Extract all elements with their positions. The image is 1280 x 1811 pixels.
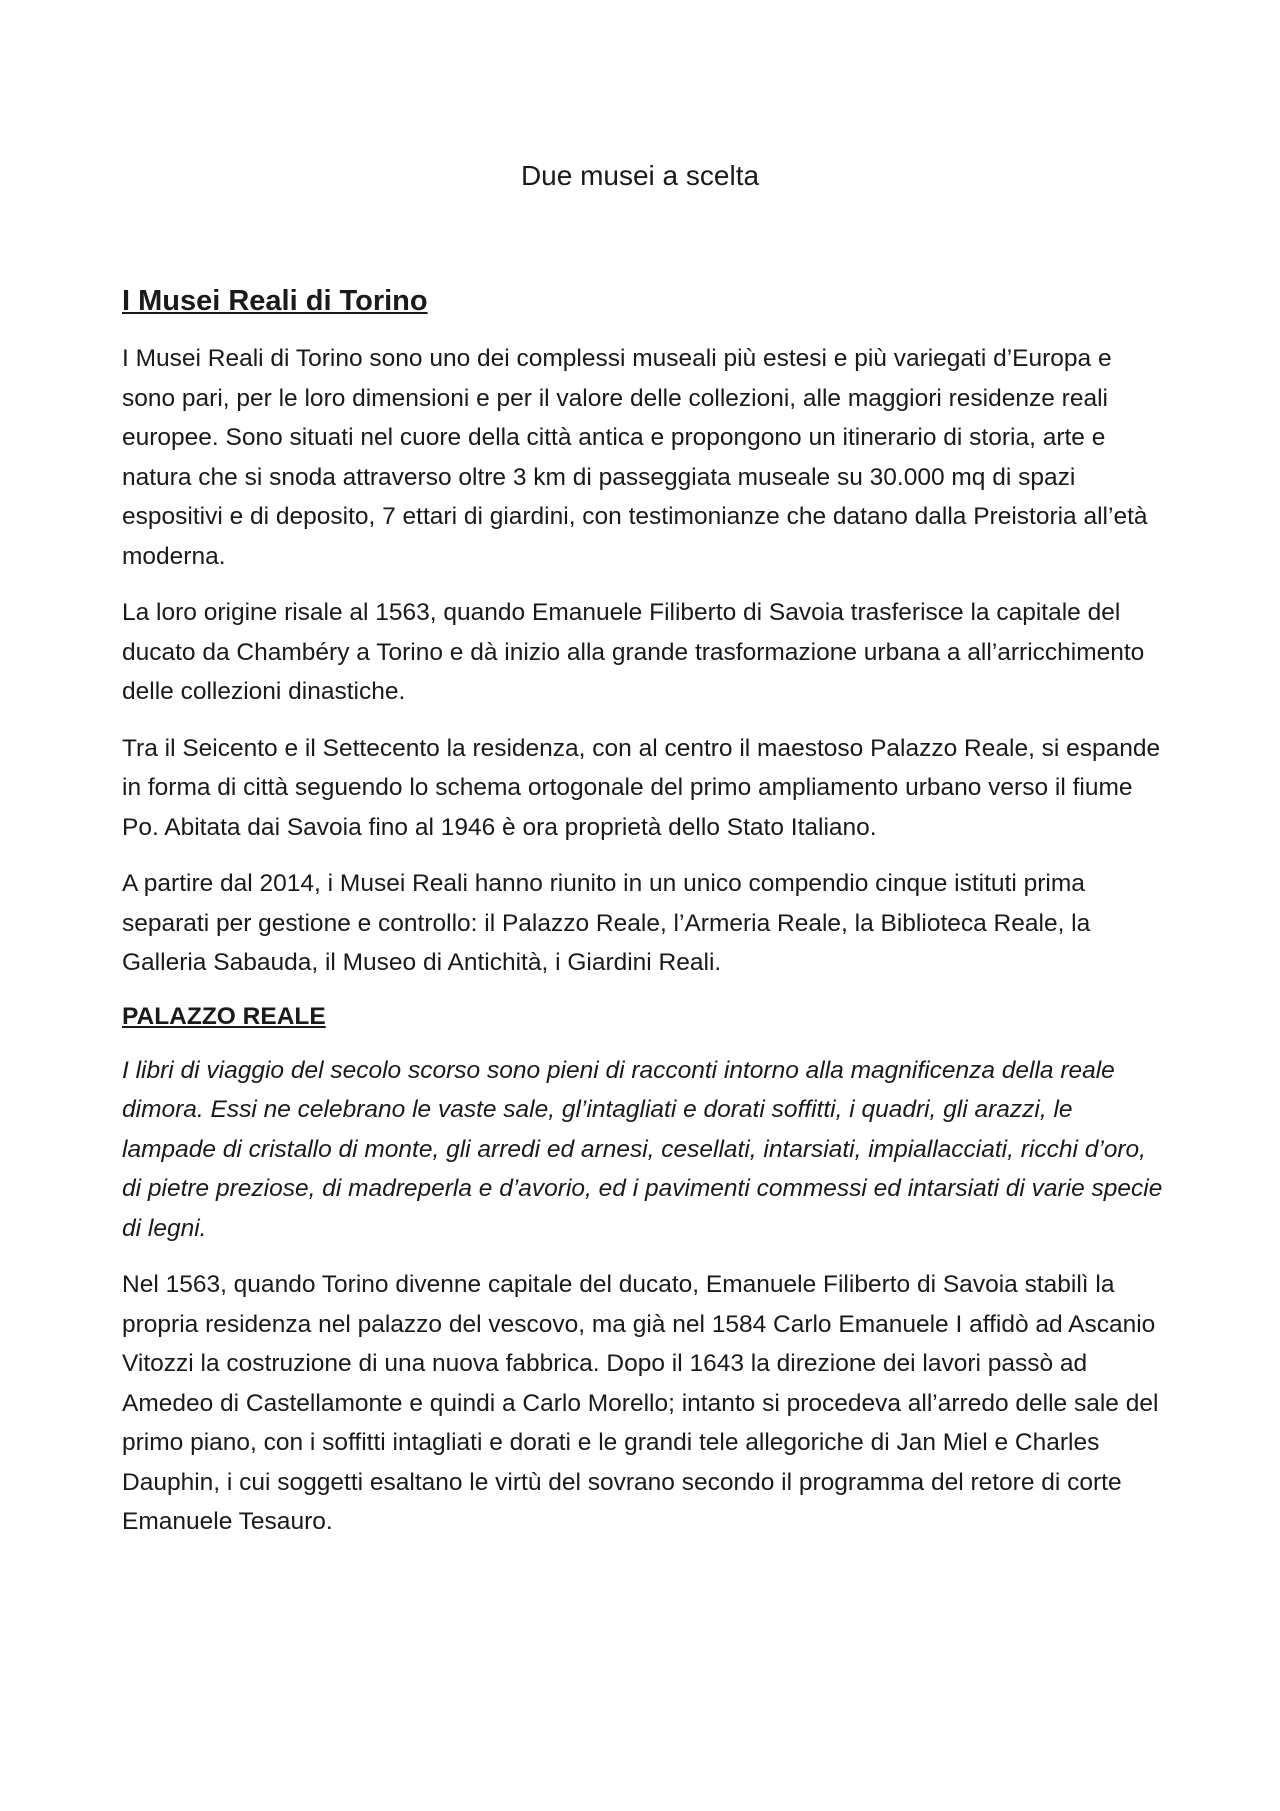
paragraph-intro-4: A partire dal 2014, i Musei Reali hanno riunito in un unico compendio cinque istituti prima separati per gestione e controllo: il Palazzo Reale, l’Armeria Reale, la Biblioteca Reale, la Galleria Sabauda, il Museo di Antichità, i Giardini Reali. bbox=[122, 870, 1091, 976]
paragraph-intro-3: Tra il Seicento e il Settecento la residenza, con al centro il maestoso Palazzo Reale, si espande in forma di città seguendo lo schema ortogonale del primo ampliamento urbano verso il fiume Po. Abitata dai Savoia fino al 1946 è ora proprietà dello Stato Italiano. bbox=[122, 734, 1161, 841]
history-paragraph: Nel 1563, quando Torino divenne capitale del ducato, Emanuele Filiberto di Savoia stabilì la propria residenza nel palazzo del vescovo, ma già nel 1584 Carlo Emanuele I affidò ad Ascanio Vitozzi la costruzione di una nuova fabbrica. Dopo il 1643 la direzione dei lavori passò ad Amedeo di Castellamonte e quindi a Carlo Morello; intanto si procedeva all’arredo delle sale del primo piano, con i soffitti intagliati e dorati e le grandi tele allegoriche di Jan Miel e Charles Dauphin, i cui soggetti esaltano le virtù del sovrano secondo il programma del retore di corte Emanuele Tesauro. bbox=[122, 1271, 1159, 1535]
section-heading: I Musei Reali di Torino bbox=[122, 285, 428, 317]
document-body bbox=[122, 281, 1167, 1559]
italic-quote-paragraph: I libri di viaggio del secolo scorso sono pieni di racconti intorno alla magnificenza della reale dimora. Essi ne celebrano le vaste sale, gl’intagliati e dorati soffitti, i quadri, gli arazzi, le lampade di cristallo di monte, gli arredi ed arnesi, cesellati, intarsiati, impiallacciati, ricchi d’oro, di pietre preziose, di madreperla e d’avorio, ed i pavimenti commessi ed intarsiati di varie specie di legni. bbox=[122, 1056, 1163, 1242]
subsection-heading: PALAZZO REALE bbox=[122, 1002, 326, 1030]
document-title: Due musei a scelta bbox=[520, 160, 760, 191]
paragraph-intro-2: La loro origine risale al 1563, quando Emanuele Filiberto di Savoia trasferisce la capitale del ducato da Chambéry a Torino e dà inizio alla grande trasformazione urbana a all’arricchimento delle collezioni dinastiche. bbox=[122, 599, 1145, 705]
paragraph-intro-1: I Musei Reali di Torino sono uno dei complessi museali più estesi e più variegati d’Europa e sono pari, per le loro dimensioni e per il valore delle collezioni, alle maggiori residenze reali europee. Sono situati nel cuore della città antica e propongono un itinerario di storia, arte e natura che si snoda attraverso oltre 3 km di passeggiata museale su 30.000 mq di spazi espositivi e di deposito, 7 ettari di giardini, con testimonianze che datano dalla Preistoria all’età moderna. bbox=[122, 345, 1148, 570]
